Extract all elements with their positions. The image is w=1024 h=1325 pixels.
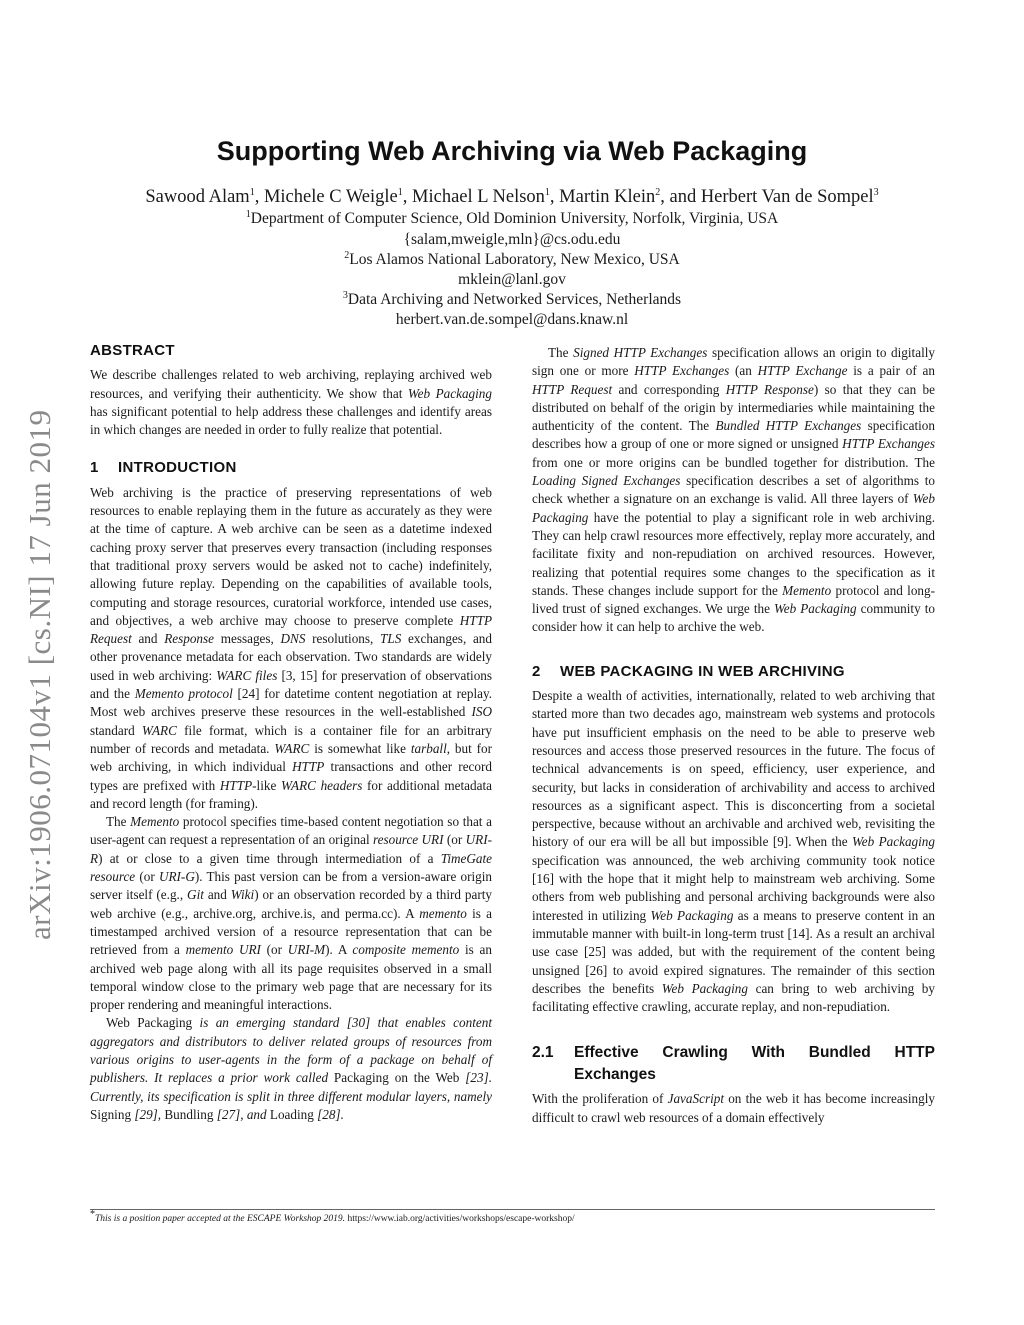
affil-text: mklein@lanl.gov — [458, 271, 566, 288]
text-run: as a means to preserve content in an immutable manner with built-in long-term trust [14]. As a result an archival use case [25] was added, but with the requirement of the content being unsigned [26] to avoid expired signatures. The remainder of this section describes the benefits — [532, 907, 936, 996]
text-run-em: Response — [164, 631, 215, 647]
affiliation-line — [0, 251, 1024, 269]
footnote-italic: This is a position paper accepted at the ESCAPE Workshop 2019. — [95, 1214, 346, 1224]
text-run-em: tarball — [410, 740, 447, 756]
abstract-heading: ABSTRACT — [90, 342, 175, 359]
text-run-em: Web Packaging — [407, 385, 492, 401]
text-run: specification was announced, the web archiving community took notice [16] with the hope that it might help to mainstream web archiving. Some others from web publishing and personal archiving backgrounds were also interested in utilizing — [532, 852, 935, 923]
text-run-em: [23]. Currently, its specification is split in three different modular layers, namely — [90, 1070, 492, 1104]
text-run-em: URI-M — [287, 942, 326, 958]
author-affil-mark: 2 — [655, 186, 661, 198]
text-run: Bundling — [164, 1106, 214, 1122]
text-run-em: WARC headers — [280, 777, 363, 793]
text-run: Web Packaging — [106, 1015, 193, 1031]
affil-text: Data Archiving and Networked Services, Netherlands — [347, 291, 682, 308]
text-run-em: composite memento — [352, 942, 460, 958]
subsection-number: 2.1 — [532, 1044, 554, 1062]
text-run: [3, 15] for preservation of observations and the — [90, 667, 493, 702]
affil-text: {salam,mweigle,mln}@cs.odu.edu — [403, 231, 621, 248]
affiliation-email — [0, 311, 1024, 329]
text-run: file format, which is a container file for an arbitrary number of records and metadata. — [90, 722, 492, 756]
author-name: and Herbert Van de Sompel — [669, 187, 874, 207]
author-list: Sawood Alam$^1$, Michele C Weigle$^1$, Michael L Nelson$^1$, Martin Klein$^2$, and Herbert Van de Sompel$^3$ — [145, 186, 879, 207]
footnote-mark: * — [90, 1208, 95, 1220]
text-run-em: HTTP Exchange — [757, 363, 848, 379]
arxiv-stamp: arXiv:1906.07104v1 [cs.NI] 17 Jun 2019 — [22, 409, 57, 940]
text-run: Packaging on the Web — [333, 1070, 460, 1086]
text-run: [24] for datetime content negotiation at replay. Most web archives preserve these resources in the well-established — [90, 686, 493, 720]
text-run: specification allows an origin to digitally sign one or more — [532, 345, 935, 379]
footnote — [90, 1209, 935, 1224]
text-run-em: memento URI — [185, 942, 261, 958]
affiliation-email — [0, 271, 1024, 289]
text-run: and corresponding — [612, 381, 726, 397]
text-run-em: Memento — [782, 582, 832, 598]
text-run: for additional metadata and record length (for framing). — [90, 777, 492, 811]
text-run-em: HTTP Exchanges — [842, 436, 935, 452]
intro-paragraph-1 — [90, 484, 492, 813]
abstract-text — [90, 366, 492, 439]
author-affil-mark: 1 — [397, 186, 403, 198]
text-run-em: Wiki — [230, 887, 255, 903]
section-title: INTRODUCTION — [118, 459, 237, 477]
text-run-em: HTTP — [292, 759, 325, 775]
text-run-em: Signed HTTP Exchanges — [573, 345, 708, 360]
affiliation-email — [0, 231, 1024, 249]
affil-mark: 2 — [344, 249, 350, 261]
text-run-em: Memento protocol — [134, 686, 233, 702]
text-run: from one or more origins can be bundled together for distribution. The — [532, 454, 935, 470]
text-run: exchanges, and other provenance metadata for each observation. Two standards are widely used in web archiving: — [90, 631, 492, 683]
footnote-url: https://www.iab.org/activities/workshops/escape-workshop/ — [345, 1214, 575, 1224]
section-title: WEB PACKAGING IN WEB ARCHIVING — [560, 662, 845, 680]
text-run-em: [29], — [131, 1106, 165, 1122]
text-run: , but for web archiving, in which individual — [90, 740, 493, 775]
section-number: 1 — [90, 459, 99, 477]
section-number: 2 — [532, 662, 541, 680]
text-run-em: Bundled HTTP Exchanges — [715, 418, 862, 434]
section-heading-introduction — [90, 459, 492, 477]
text-run: standard — [90, 722, 142, 738]
text-run-em: Web Packaging — [532, 491, 935, 525]
author-name: Michael L Nelson — [412, 187, 545, 207]
text-run-em: Web Packaging — [661, 980, 748, 996]
text-run-em: Git — [187, 887, 204, 903]
text-run: protocol specifies time-based content negotiation so that a user-agent can request a representation of an original — [90, 814, 492, 848]
affil-mark: 3 — [342, 289, 348, 301]
affiliation-line — [0, 291, 1024, 309]
text-run: (an — [729, 363, 758, 379]
text-run-em: WARC files — [216, 667, 278, 683]
text-run-em: URI-R — [90, 832, 492, 866]
text-run-em: TimeGate resource — [90, 850, 492, 885]
author-affil-mark: 1 — [249, 186, 255, 198]
text-run: specification describes how a group of one or more signed or unsigned — [532, 418, 935, 452]
text-run: (or — [443, 832, 466, 848]
text-run-em: WARC — [141, 722, 177, 738]
text-run-em: Memento — [130, 814, 180, 830]
text-run-em: HTTP Response — [725, 381, 814, 397]
author-affil-mark: 1 — [544, 186, 550, 198]
affil-text: Department of Computer Science, Old Dominion University, Norfolk, Virginia, USA — [250, 210, 779, 227]
author-name: Michele C Weigle — [263, 187, 398, 207]
intro-paragraph-2 — [90, 813, 492, 1014]
text-run: We describe challenges related to web archiving, replaying archived web resources, and verifying their authenticity. We show that — [90, 367, 492, 401]
text-run-em: resource URI — [372, 832, 444, 848]
text-run-em: Web Packaging — [650, 907, 734, 923]
text-run: ). This past version can be from a version-aware origin server itself (e.g., — [90, 869, 492, 903]
text-run: has significant potential to help address these challenges and identify areas in which changes are needed in order to fully realize that potential. — [90, 403, 492, 438]
text-run: Signing — [90, 1106, 132, 1122]
text-run-em: WARC — [274, 740, 310, 756]
affil-text: herbert.van.de.sompel@dans.knaw.nl — [395, 311, 629, 328]
text-run-em: Web Packaging — [773, 601, 857, 617]
text-run: transactions and other record types are prefixed with — [90, 759, 492, 793]
text-run-em: HTTP Request — [532, 381, 613, 397]
text-run: ). A — [325, 942, 353, 958]
text-run-em: HTTP Exchanges — [634, 363, 730, 379]
text-run: messages, — [214, 631, 281, 647]
text-run-em: Loading Signed Exchanges — [532, 473, 681, 489]
text-run: Web archiving is the practice of preserving representations of web resources to enable replaying them in the future as accurately as they were at the time of capture. A web archive can be seen as a datetime indexed caching proxy server that preserves every transaction (including responses that traditional proxy servers would be asked not to cache) indefinitely, allowing future replay. Depending on the capabilities of available tools, computing and storage resources, curatorial workforce, intended use cases, and objectives, a web archive may choose to preserve complete — [90, 484, 492, 628]
text-run: The — [106, 814, 131, 830]
text-run: (or — [260, 942, 288, 958]
affil-text: Los Alamos National Laboratory, New Mexico, USA — [349, 251, 680, 268]
section21-paragraph-1 — [532, 1090, 935, 1127]
section-heading-web-packaging — [532, 663, 935, 681]
author-affil-mark: 3 — [873, 186, 879, 198]
text-run-em: is an emerging standard [30] that enables content aggregators and distributors to deliver related groups of resources from various origins to user-agents in the form of a package on behalf of publishers. It replaces a prior work called — [90, 1015, 492, 1086]
affiliation-line — [0, 210, 1024, 228]
text-run-em: JavaScript — [667, 1091, 725, 1107]
packaging-layers-paragraph — [532, 344, 935, 637]
text-run: protocol and long-lived trust of signed exchanges. We urge the — [532, 582, 935, 617]
text-run: can bring to web archiving by facilitating effective crawling, accurate replay, and non-repudiation. — [532, 980, 935, 1015]
section2-paragraph-1 — [532, 687, 935, 1016]
text-run: With the proliferation of — [532, 1091, 668, 1107]
text-run-em: [28]. — [313, 1106, 344, 1122]
text-run: is somewhat like — [309, 740, 411, 756]
text-run: ) at or close to a given time through intermediation of a — [98, 850, 441, 866]
text-run: resolutions, — [305, 631, 381, 647]
text-run-em: memento — [419, 905, 467, 921]
text-run: Despite a wealth of activities, internationally, related to web archiving that started more than two decades ago, mainstream web systems and protocols have put insufficient emphasis on the need to be able to preserve web resources and access those preserved resources in the future. The focus of technical advancements is on speed, efficiency, user experience, and security, but lacks in consideration of archivability and access to archived resources as a significant aspect. This is disconcerting from a societal perspective, because without an archivable and archived web, revisiting the history of our era will be all but impossible [9]. When the — [532, 688, 935, 850]
text-run: ) so that they can be distributed on behalf of the origin by intermediaries while maintaining the authenticity of the content. The — [532, 381, 936, 434]
right-column — [532, 344, 935, 1127]
text-run-em: HTTP Request — [90, 612, 492, 647]
affil-mark: 1 — [245, 208, 251, 220]
text-run: specification describes a set of algorithms to check whether a signature on an exchange is valid. All three layers of — [532, 473, 936, 507]
text-run: and — [203, 887, 231, 903]
text-run-em: DNS — [280, 631, 306, 647]
text-run: -like — [252, 777, 281, 793]
paper-title: Supporting Web Archiving via Web Packaging — [216, 136, 808, 166]
text-run-em: [27], and — [213, 1106, 270, 1122]
text-run: The — [548, 345, 574, 360]
left-column — [90, 342, 492, 1124]
text-run: is a timestamped archived version of a resource representation that can be retrieved from a — [90, 905, 492, 958]
text-run: is an archived web page along with all its page requisites observed in a small temporal window close to the primary web page that are necessary for its proper rendering and meaningful interactions. — [90, 942, 492, 1013]
subsection-heading-effective-crawling — [532, 1042, 935, 1086]
author-name: Martin Klein — [559, 187, 656, 207]
intro-paragraph-3 — [90, 1014, 492, 1124]
text-run: community to consider how it can help to archive the web. — [532, 601, 935, 635]
author-name: Sawood Alam — [145, 187, 250, 207]
text-run: on the web it has become increasingly difficult to crawl web resources of a domain effectively — [532, 1091, 935, 1125]
text-run: (or — [135, 869, 159, 885]
text-run-em: TLS — [380, 631, 402, 647]
text-run: is a pair of an — [847, 363, 936, 379]
text-run: Loading — [269, 1106, 314, 1122]
text-run: ) or an observation recorded by a third party web archive (e.g., archive.org, archive.is, and perma.cc). A — [90, 887, 492, 921]
text-run-em: ISO — [471, 704, 492, 720]
text-run-em: URI-G — [158, 869, 195, 885]
text-run: and — [131, 631, 165, 647]
subsection-title: Effective Crawling With Bundled HTTP Exchanges — [574, 1044, 935, 1084]
text-run-em: Web Packaging — [852, 834, 935, 850]
text-run: have the potential to play a significant role in web archiving. They can help crawl resources more effectively, replay more accurately, and facilitate fixity and non-repudiation on archived resources. However, realizing that potential requires some changes to the specification as it stands. These changes include support for the — [532, 509, 935, 598]
text-run-em: HTTP — [219, 777, 253, 793]
